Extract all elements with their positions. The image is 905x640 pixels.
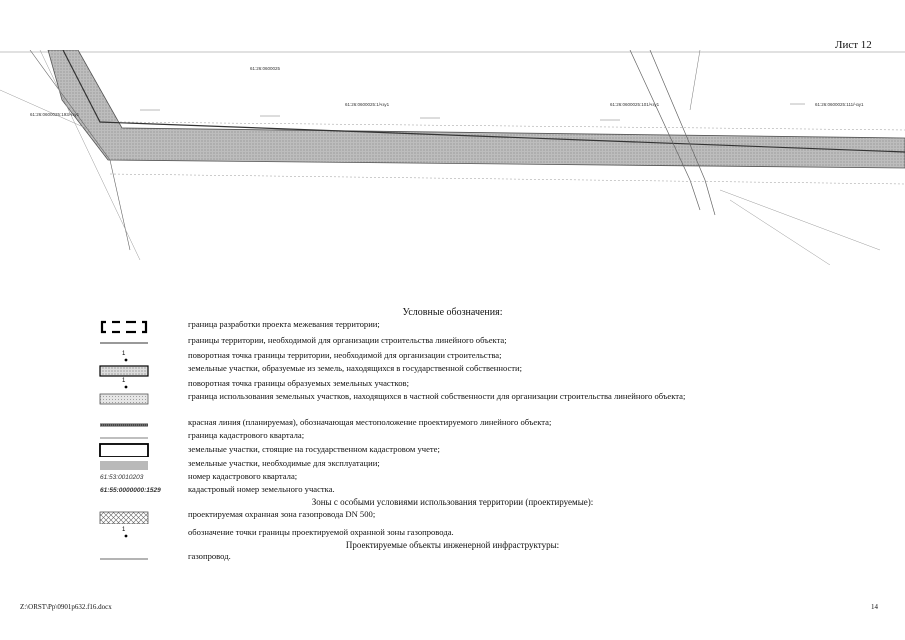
dashed-bracket-symbol [96,320,152,334]
protection-zone-symbol [96,510,152,524]
svg-text:1: 1 [122,351,126,357]
quarter-label: 61:26:0600025 [250,66,281,71]
turning-point-symbol [96,376,152,390]
registered-land-symbol [96,443,152,457]
infra-title: Проектируемые объекты инженерной инфраструктуры: [345,540,560,550]
turning-point-symbol [96,349,152,363]
gray-line-symbol [96,336,152,350]
svg-text:1: 1 [122,378,126,384]
parcel-label-2: 61:26:0600025:1/чзу1 [345,102,390,107]
legend-text: земельные участки, стоящие на государственном кадастровом учете; [188,444,440,454]
legend-text: границы территории, необходимой для организации строительства линейного объекта; [188,335,507,345]
legend-item [96,392,796,416]
zone-point-symbol [96,525,152,539]
zones-title: Зоны с особыми условиями использования территории (проектируемые): [311,497,594,507]
footer-file-path: Z:\ОRST\Pp\0901p632.f16.docx [20,603,112,611]
legend-text: газопровод. [188,551,231,561]
legend-item [96,552,796,566]
legend-item [96,320,796,334]
private-land-symbol [96,392,152,406]
red-line-symbol [96,418,152,432]
legend-text: земельные участки, необходимые для эксплуатации; [188,458,380,468]
gas-pipeline-symbol [96,552,152,566]
svg-text:1: 1 [122,527,126,533]
crossing-road [630,50,700,210]
legend-text: граница разработки проекта межевания территории; [188,319,380,329]
legend-text: проектируемая охранная зона газопровода DN 500; [188,509,376,519]
legend-text: граница использования земельных участков, находящихся в частной собственности для организации строительства линейного объекта; [188,391,686,401]
legend-item [96,443,796,457]
legend-text: поворотная точка границы образуемых земельных участков; [188,378,409,388]
legend-text: земельные участки, образуемые из земель, находящихся в государственной собственности; [188,363,523,373]
legend-item [96,525,796,539]
legend-item [96,349,796,363]
site-plan-map [0,50,905,265]
parcel-label-1: 61:26:0600025:193/чзу1 [30,112,80,117]
operation-land-symbol [96,459,152,473]
gas-pipeline-corridor [48,50,905,168]
legend-text: красная линия (планируемая), обозначающая местоположение проектируемого линейного объекта; [188,417,552,427]
legend-text: обозначение точки границы проектируемой охранной зоны газопровода. [188,527,454,537]
quarter-number-symbol: 61:53:0010203 [100,474,144,481]
cadastral-number-symbol: 61:55:0000000:1529 [100,487,161,494]
parcel-label-4: 61:26:0600025:111/чзу1 [815,102,864,107]
parcel-label-3: 61:26:0600025:101/чзу1 [610,102,660,107]
legend-item [96,376,796,390]
legend-text: граница кадастрового квартала; [188,430,305,440]
legend-text: кадастровый номер земельного участка. [188,484,335,494]
legend-item [96,336,796,350]
legend-title: Условные обозначения: [402,307,503,318]
sheet-label: Лист 12 [835,39,872,51]
footer-page-number: 14 [871,603,878,611]
legend-text: номер кадастрового квартала; [188,471,298,481]
legend-text: поворотная точка границы территории, необходимой для организации строительства; [188,350,502,360]
